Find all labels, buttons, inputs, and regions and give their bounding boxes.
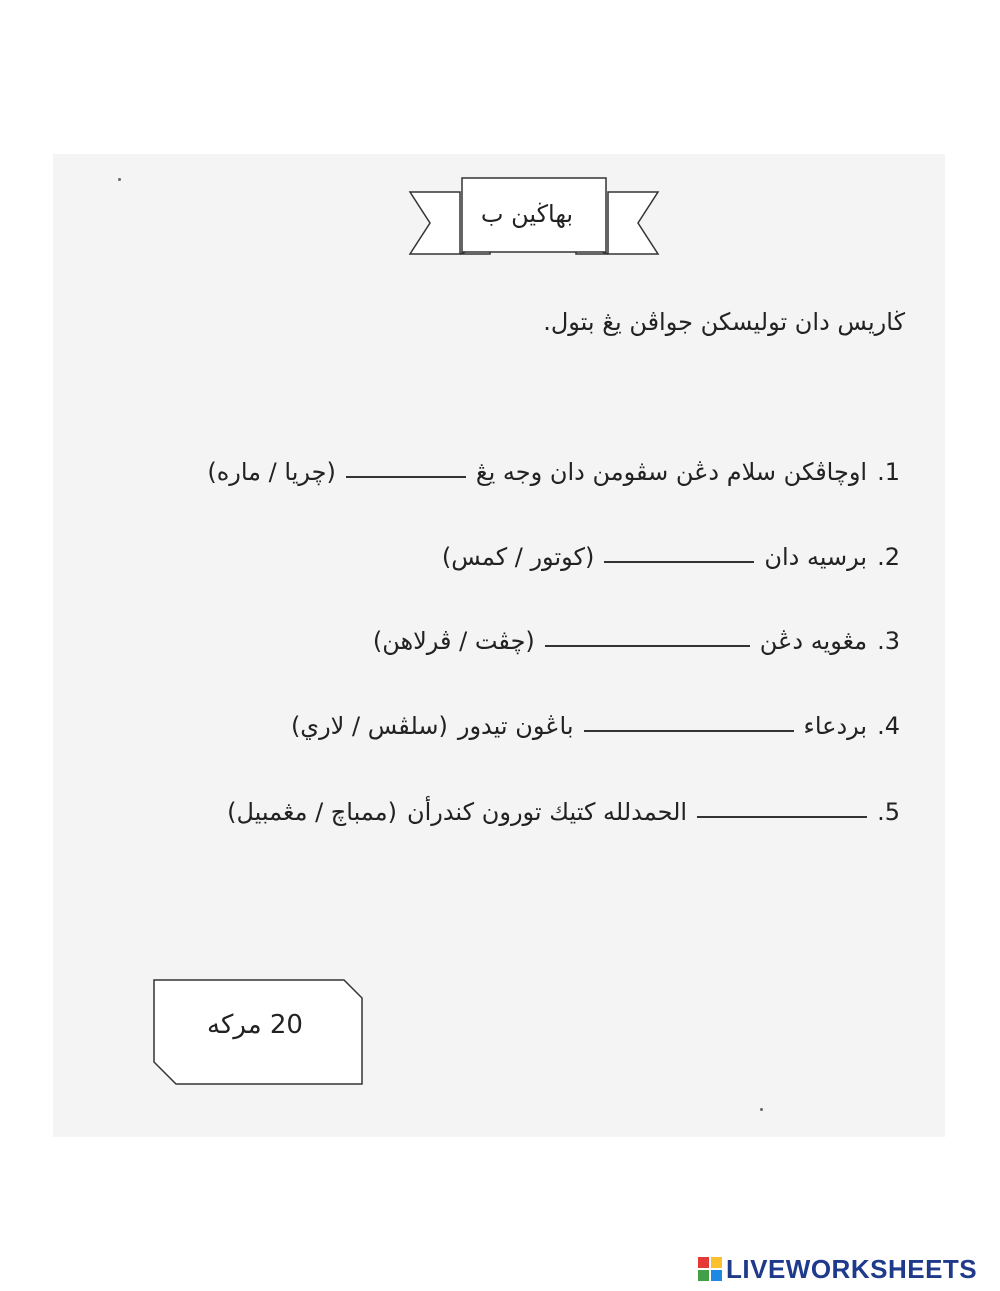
question-5 <box>227 798 900 826</box>
question-3 <box>373 627 900 655</box>
scan-speck <box>118 178 121 181</box>
answer-blank[interactable] <box>584 729 794 732</box>
question-number: 1. <box>877 458 900 486</box>
question-number: 5. <box>877 798 900 826</box>
question-number: 2. <box>877 543 900 571</box>
answer-blank[interactable] <box>545 644 750 647</box>
answer-blank[interactable] <box>697 815 867 818</box>
question-2 <box>442 543 900 571</box>
question-text: اوچاڤكن سلام دڠن سڤومن دان وجه يڠ <box>475 458 868 486</box>
section-title: بهاڬين ب <box>480 200 574 228</box>
question-number: 3. <box>877 627 900 655</box>
answer-blank[interactable] <box>604 560 754 563</box>
question-text-after: الحمدلله كتيك تورون كندرأن <box>406 798 688 826</box>
scan-speck <box>760 1108 763 1111</box>
question-1 <box>207 458 900 486</box>
question-text: مڠويه دڠن <box>759 627 868 655</box>
answer-blank[interactable] <box>346 475 466 478</box>
question-text-after: باڠون تيدور <box>457 712 574 740</box>
question-options: (كوتور / كمس) <box>441 543 595 571</box>
question-text: برسيه دان <box>764 543 868 571</box>
question-options: (سلڤس / لاري) <box>290 712 448 740</box>
instruction-text: ڬاريس دان توليسكن جواڤن يڠ بتول. <box>543 308 905 336</box>
question-options: (چڤت / ڤرلاهن) <box>372 627 535 655</box>
liveworksheets-logo-icon <box>698 1257 722 1281</box>
question-options: (ممباچ / مڠمبيل) <box>227 798 397 826</box>
marks-label: 20 مركه <box>207 1010 303 1040</box>
question-4 <box>291 712 900 740</box>
question-text: بردعاء <box>803 712 868 740</box>
question-number: 4. <box>877 712 900 740</box>
brand-name: LIVEWORKSHEETS <box>726 1253 978 1284</box>
question-options: (چريا / ماره) <box>207 458 336 486</box>
watermark <box>698 1255 977 1283</box>
